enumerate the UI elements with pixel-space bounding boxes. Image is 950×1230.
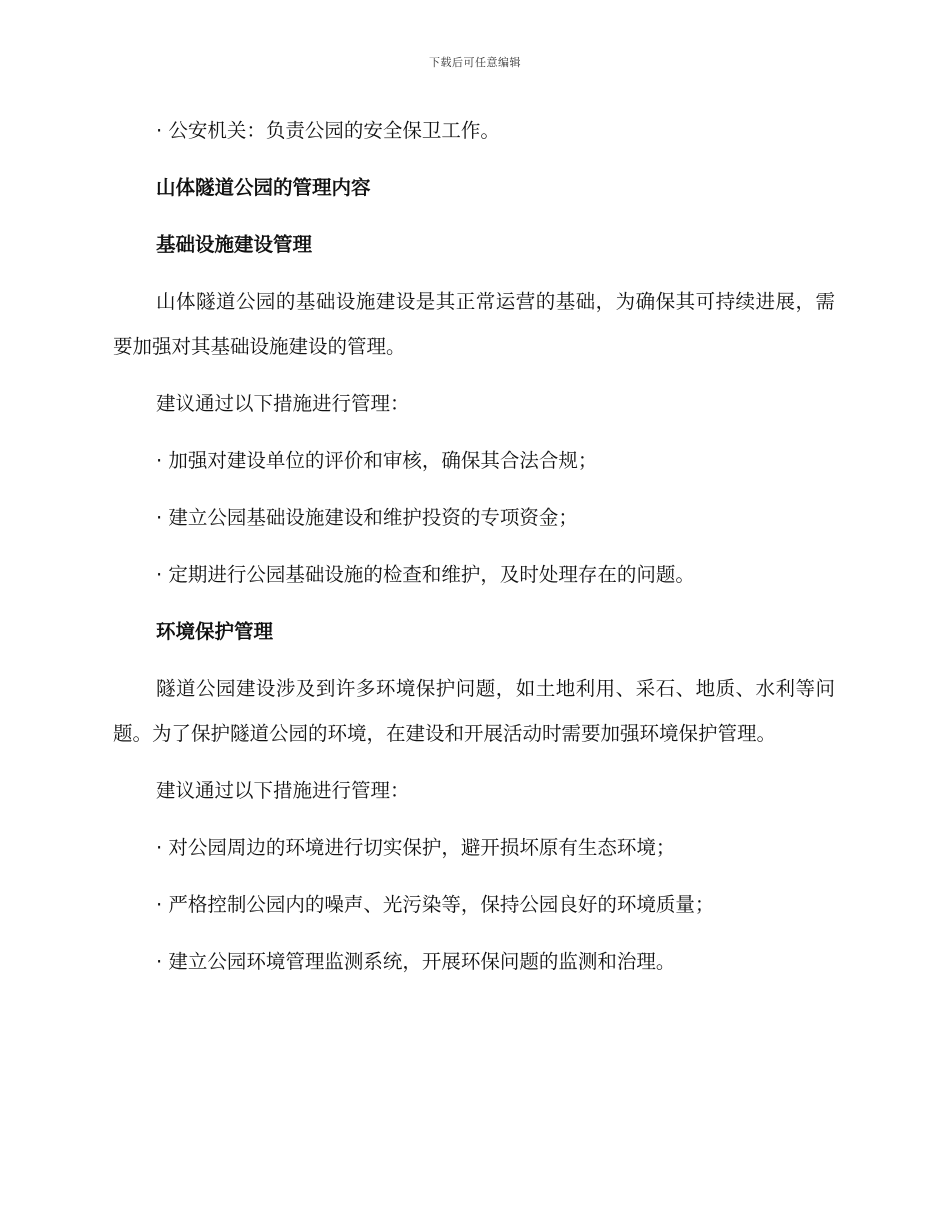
bullet-public-security: · 公安机关：负责公园的安全保卫工作。 bbox=[156, 119, 500, 142]
bullet-environment-3: · 建立公园环境管理监测系统，开展环保问题的监测和治理。 bbox=[156, 950, 676, 973]
page-header: 下载后可任意编辑 bbox=[429, 56, 521, 69]
measures-intro-environment: 建议通过以下措施进行管理： bbox=[156, 779, 410, 802]
paragraph-infrastructure-intro: 山体隧道公园的基础设施建设是其正常运营的基础，为确保其可持续进展，需要加强对其基础设施建设的管理。 bbox=[113, 290, 835, 358]
bullet-environment-1: · 对公园周边的环境进行切实保护，避开损坏原有生态环境； bbox=[156, 836, 676, 859]
section-heading-management-content: 山体隧道公园的管理内容 bbox=[156, 176, 371, 199]
paragraph-environment-intro: 隧道公园建设涉及到许多环境保护问题，如土地利用、采石、地质、水利等问题。为了保护隧道公园的环境，在建设和开展活动时需要加强环境保护管理。 bbox=[113, 677, 835, 745]
bullet-infrastructure-2: · 建立公园基础设施建设和维护投资的专项资金； bbox=[156, 506, 578, 529]
document-body bbox=[113, 108, 835, 996]
subsection-heading-environment: 环境保护管理 bbox=[156, 620, 274, 643]
bullet-environment-2: · 严格控制公园内的噪声、光污染等，保持公园良好的环境质量； bbox=[156, 893, 715, 916]
measures-intro-infrastructure: 建议通过以下措施进行管理： bbox=[156, 392, 410, 415]
subsection-heading-infrastructure: 基础设施建设管理 bbox=[156, 233, 313, 256]
bullet-infrastructure-1: · 加强对建设单位的评价和审核，确保其合法合规； bbox=[156, 449, 598, 472]
bullet-infrastructure-3: · 定期进行公园基础设施的检查和维护，及时处理存在的问题。 bbox=[156, 563, 695, 586]
